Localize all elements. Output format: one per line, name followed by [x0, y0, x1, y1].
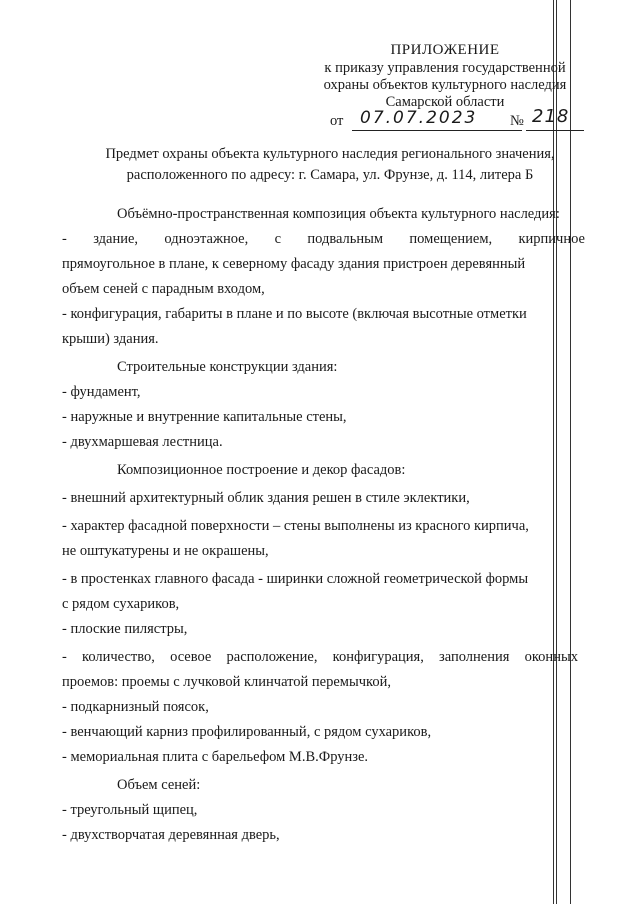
justified-word: помещением, [409, 231, 493, 247]
number-label: № [510, 113, 524, 129]
handwritten-date: 07.07.2023 [360, 108, 478, 128]
appendix-ref-line: Самарской области [385, 94, 505, 110]
list-item: - венчающий карниз профилированный, с рядом сухариков, [62, 724, 432, 740]
list-item-line: с рядом сухариков, [62, 596, 180, 612]
list-item: - наружные и внутренние капитальные стены, [62, 409, 347, 425]
justified-word: количество, [82, 649, 155, 665]
justified-word: конфигурация, [332, 649, 424, 665]
list-item: - мемориальная плита с барельефом М.В.Фрунзе. [62, 749, 369, 765]
justified-word: одноэтажное, [164, 231, 249, 247]
justified-word: осевое [170, 649, 212, 665]
list-item-line: - характер фасадной поверхности – стены выполнены из красного кирпича, [62, 518, 529, 534]
list-item-line [62, 230, 585, 248]
section-heading: Композиционное построение и декор фасадов: [117, 462, 406, 478]
list-item: - фундамент, [62, 384, 141, 400]
list-item: - треугольный щипец, [62, 802, 198, 818]
list-item-line [62, 648, 578, 666]
order-date-number-row [330, 106, 590, 134]
subject-line: расположенного по адресу: г. Самара, ул. Фрунзе, д. 114, литера Б [126, 167, 534, 183]
list-item: - двухстворчатая деревянная дверь, [62, 827, 280, 843]
section-heading: Строительные конструкции здания: [117, 359, 338, 375]
date-underline [352, 130, 522, 131]
scan-edge-line [556, 0, 557, 904]
scan-edge-line [570, 0, 571, 904]
document-subject [60, 144, 600, 186]
appendix-title: ПРИЛОЖЕНИЕ [390, 42, 500, 58]
justified-word: здание, [93, 231, 139, 247]
list-item: - плоские пилястры, [62, 621, 188, 637]
list-item-line: крыши) здания. [62, 331, 159, 347]
date-label: от [330, 113, 344, 129]
justified-word: - [62, 649, 67, 665]
scan-edge-line [553, 0, 554, 904]
justified-word: подвальным [307, 231, 384, 247]
justified-word: - [62, 231, 67, 247]
subject-line: Предмет охраны объекта культурного наследия регионального значения, [105, 146, 555, 162]
handwritten-number: 218 [532, 106, 570, 127]
justified-word: кирпичное [518, 231, 585, 247]
list-item-line: - в простенках главного фасада - ширинки сложной геометрической формы [62, 571, 529, 587]
list-item: - двухмаршевая лестница. [62, 434, 223, 450]
list-item-line: не оштукатурены и не окрашены, [62, 543, 269, 559]
section-heading: Объем сеней: [117, 777, 201, 793]
list-item: - подкарнизный поясок, [62, 699, 209, 715]
appendix-ref-line: охраны объектов культурного наследия [323, 77, 567, 93]
justified-word: с [274, 231, 282, 247]
list-item-line: проемов: проемы с лучковой клинчатой перемычкой, [62, 674, 391, 690]
section-heading: Объёмно-пространственная композиция объекта культурного наследия: [117, 206, 560, 222]
list-item-line: прямоугольное в плане, к северному фасаду здания пристроен деревянный [62, 256, 526, 272]
list-item-line: объем сеней с парадным входом, [62, 281, 265, 297]
list-item-line: - конфигурация, габариты в плане и по высоте (включая высотные отметки [62, 306, 527, 322]
justified-word: заполнения [439, 649, 510, 665]
list-item: - внешний архитектурный облик здания решен в стиле эклектики, [62, 490, 470, 506]
justified-word: оконных [524, 649, 578, 665]
number-underline [526, 130, 584, 131]
justified-word: расположение, [226, 649, 318, 665]
appendix-ref-line: к приказу управления государственной [324, 60, 566, 76]
